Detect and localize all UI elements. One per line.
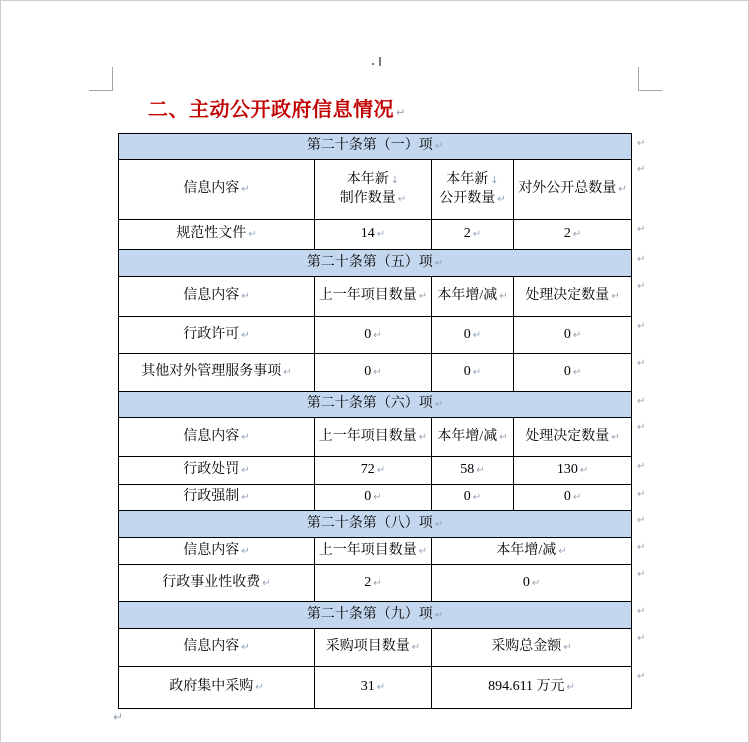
data-row — [119, 354, 632, 392]
header-row — [119, 629, 632, 667]
row-end-mark: ↵ — [637, 569, 646, 580]
section-band-cell: 第二十条第（五）项 ↵ — [119, 250, 632, 277]
section-band-row — [119, 134, 632, 160]
section-band-cell: 第二十条第（一）项 ↵ — [119, 134, 632, 160]
row-label-cell: 行政处罚 ↵ — [119, 457, 315, 485]
row-end-mark: ↵ — [637, 671, 646, 682]
cell-end-mark: ↵ — [566, 682, 575, 694]
value-cell: 2 ↵ — [432, 220, 514, 250]
cell-end-mark: ↵ — [262, 577, 271, 589]
row-end-mark: ↵ — [637, 138, 646, 149]
header-cell: 本年新 ↓ 制作数量 ↵ — [315, 160, 432, 220]
crop-mark-right-horizontal — [638, 90, 662, 91]
cell-end-mark: ↵ — [472, 329, 482, 341]
cell-end-mark: ↵ — [241, 329, 250, 341]
header-cell: 采购总金额 ↵ — [432, 629, 632, 667]
table-wrap — [118, 133, 646, 709]
info-table — [118, 133, 632, 709]
cell-end-mark: ↵ — [373, 367, 382, 379]
cell-end-mark: ↵ — [373, 492, 382, 504]
header-cell: 采购项目数量 ↵ — [315, 629, 432, 667]
cell-end-mark: ↵ — [434, 141, 444, 153]
data-row — [119, 457, 632, 485]
info-table-body — [119, 134, 632, 709]
value-cell: 31 ↵ — [315, 667, 432, 709]
cell-end-mark: ↵ — [572, 229, 582, 241]
data-row — [119, 565, 632, 602]
header-row — [119, 538, 632, 565]
value-cell: 894.611 万元 ↵ — [432, 667, 632, 709]
cell-end-mark: ↵ — [411, 642, 421, 654]
value-cell: 0 ↵ — [432, 317, 514, 354]
row-end-mark: ↵ — [637, 633, 646, 644]
value-cell: 0 ↵ — [315, 485, 432, 511]
header-cell: 本年增/减 ↵ — [432, 538, 632, 565]
header-cell: 对外公开总数量 ↵ — [514, 160, 632, 220]
cell-end-mark: ↵ — [241, 545, 250, 557]
row-end-mark: ↵ — [637, 542, 646, 553]
cell-end-mark: ↵ — [241, 431, 250, 443]
cell-end-mark: ↵ — [472, 229, 482, 241]
cell-end-mark: ↵ — [611, 291, 620, 303]
page-title-text: 二、主动公开政府信息情况 — [148, 99, 394, 121]
cell-end-mark: ↵ — [373, 577, 382, 589]
value-cell: 0 ↵ — [432, 354, 514, 392]
value-cell: 0 ↵ — [315, 317, 432, 354]
cell-end-mark: ↵ — [376, 229, 386, 241]
crop-mark-left-horizontal — [89, 90, 113, 91]
cell-end-mark: ↵ — [241, 291, 250, 303]
header-cell: 信息内容 ↵ — [119, 629, 315, 667]
cell-end-mark: ↵ — [418, 431, 428, 443]
cell-end-mark: ↵ — [397, 193, 407, 205]
row-end-mark: ↵ — [637, 164, 646, 175]
cell-end-mark: ↵ — [572, 329, 582, 341]
header-dot-mark — [372, 63, 374, 65]
cell-end-mark: ↵ — [241, 642, 250, 654]
value-cell: 2 ↵ — [315, 565, 432, 602]
cell-end-mark: ↵ — [434, 399, 444, 411]
header-cell: 信息内容 ↵ — [119, 418, 315, 457]
row-end-mark: ↵ — [637, 515, 646, 526]
cell-end-mark: ↵ — [418, 291, 428, 303]
cell-end-mark: ↵ — [499, 291, 508, 303]
value-cell: 0 ↵ — [514, 317, 632, 354]
cell-end-mark: ↵ — [373, 329, 382, 341]
cell-end-mark: ↵ — [472, 492, 482, 504]
header-cell: 上一年项目数量 ↵ — [315, 277, 432, 317]
cell-end-mark: ↵ — [472, 367, 482, 379]
header-cell: 处理决定数量 ↵ — [514, 277, 632, 317]
value-cell: 58 ↵ — [432, 457, 514, 485]
header-cell: 本年增/减 ↵ — [432, 277, 514, 317]
data-row — [119, 667, 632, 709]
cell-end-mark: ↵ — [572, 367, 582, 379]
row-end-mark: ↵ — [637, 254, 646, 265]
row-label-cell: 规范性文件 ↵ — [119, 220, 315, 250]
row-end-mark: ↵ — [637, 281, 646, 292]
cell-end-mark: ↵ — [376, 682, 386, 694]
cell-end-mark: ↵ — [376, 465, 386, 477]
row-end-mark: ↵ — [637, 396, 646, 407]
end-paragraph-mark: ↵ — [113, 710, 124, 724]
header-bar-mark — [379, 57, 381, 66]
header-row — [119, 277, 632, 317]
row-label-cell: 政府集中采购 ↵ — [119, 667, 315, 709]
value-cell: 0 ↵ — [514, 354, 632, 392]
cell-end-mark: ↵ — [255, 682, 264, 694]
line-break-mark: ↓ — [390, 175, 400, 187]
row-end-mark: ↵ — [637, 358, 646, 369]
crop-mark-right-vertical — [638, 67, 639, 91]
section-band-row — [119, 250, 632, 277]
cell-end-mark: ↵ — [579, 465, 589, 477]
value-cell: 0 ↵ — [432, 485, 514, 511]
header-cell: 处理决定数量 ↵ — [514, 418, 632, 457]
row-label-cell: 其他对外管理服务事项 ↵ — [119, 354, 315, 392]
cell-end-mark: ↵ — [497, 193, 506, 205]
header-cell: 信息内容 ↵ — [119, 160, 315, 220]
line-break-mark: ↓ — [490, 175, 499, 187]
row-end-mark: ↵ — [637, 606, 646, 617]
header-row — [119, 418, 632, 457]
cell-end-mark: ↵ — [618, 184, 627, 196]
value-cell: 14 ↵ — [315, 220, 432, 250]
row-end-mark: ↵ — [637, 224, 646, 235]
section-band-cell: 第二十条第（八）项 ↵ — [119, 511, 632, 538]
header-cell: 上一年项目数量 ↵ — [315, 538, 432, 565]
header-cell: 本年新 ↓ 公开数量 ↵ — [432, 160, 514, 220]
row-label-cell: 行政强制 ↵ — [119, 485, 315, 511]
header-row — [119, 160, 632, 220]
row-label-cell: 行政许可 ↵ — [119, 317, 315, 354]
row-end-mark: ↵ — [637, 422, 646, 433]
cell-end-mark: ↵ — [283, 367, 292, 379]
header-cell: 信息内容 ↵ — [119, 277, 315, 317]
header-cell: 信息内容 ↵ — [119, 538, 315, 565]
cell-end-mark: ↵ — [611, 431, 620, 443]
value-cell: 0 ↵ — [514, 485, 632, 511]
value-cell: 0 ↵ — [315, 354, 432, 392]
row-label-cell: 行政事业性收费 ↵ — [119, 565, 315, 602]
header-cell: 本年增/减 ↵ — [432, 418, 514, 457]
cell-end-mark: ↵ — [248, 229, 257, 241]
cell-end-mark: ↵ — [499, 431, 508, 443]
section-band-row — [119, 602, 632, 629]
cell-end-mark: ↵ — [563, 642, 572, 654]
cell-end-mark: ↵ — [241, 492, 250, 504]
page-title — [148, 93, 406, 122]
section-band-row — [119, 392, 632, 418]
cell-end-mark: ↵ — [531, 577, 541, 589]
row-end-mark: ↵ — [637, 321, 646, 332]
header-cell: 上一年项目数量 ↵ — [315, 418, 432, 457]
section-band-cell: 第二十条第（九）项 ↵ — [119, 602, 632, 629]
data-row — [119, 220, 632, 250]
cell-end-mark: ↵ — [418, 545, 428, 557]
cell-end-mark: ↵ — [241, 184, 250, 196]
cell-end-mark: ↵ — [434, 609, 444, 621]
data-row — [119, 485, 632, 511]
cell-end-mark: ↵ — [476, 465, 485, 477]
cell-end-mark: ↵ — [434, 257, 444, 269]
crop-mark-left-vertical — [112, 67, 113, 91]
section-band-cell: 第二十条第（六）项 ↵ — [119, 392, 632, 418]
value-cell: 72 ↵ — [315, 457, 432, 485]
cell-end-mark: ↵ — [434, 518, 444, 530]
row-end-mark: ↵ — [637, 489, 646, 500]
cell-end-mark: ↵ — [558, 545, 567, 557]
value-cell: 2 ↵ — [514, 220, 632, 250]
section-band-row — [119, 511, 632, 538]
value-cell: 0 ↵ — [432, 565, 632, 602]
paragraph-mark: ↵ — [396, 106, 406, 119]
data-row — [119, 317, 632, 354]
cell-end-mark: ↵ — [241, 465, 250, 477]
row-end-mark: ↵ — [637, 461, 646, 472]
cell-end-mark: ↵ — [572, 492, 582, 504]
value-cell: 130 ↵ — [514, 457, 632, 485]
